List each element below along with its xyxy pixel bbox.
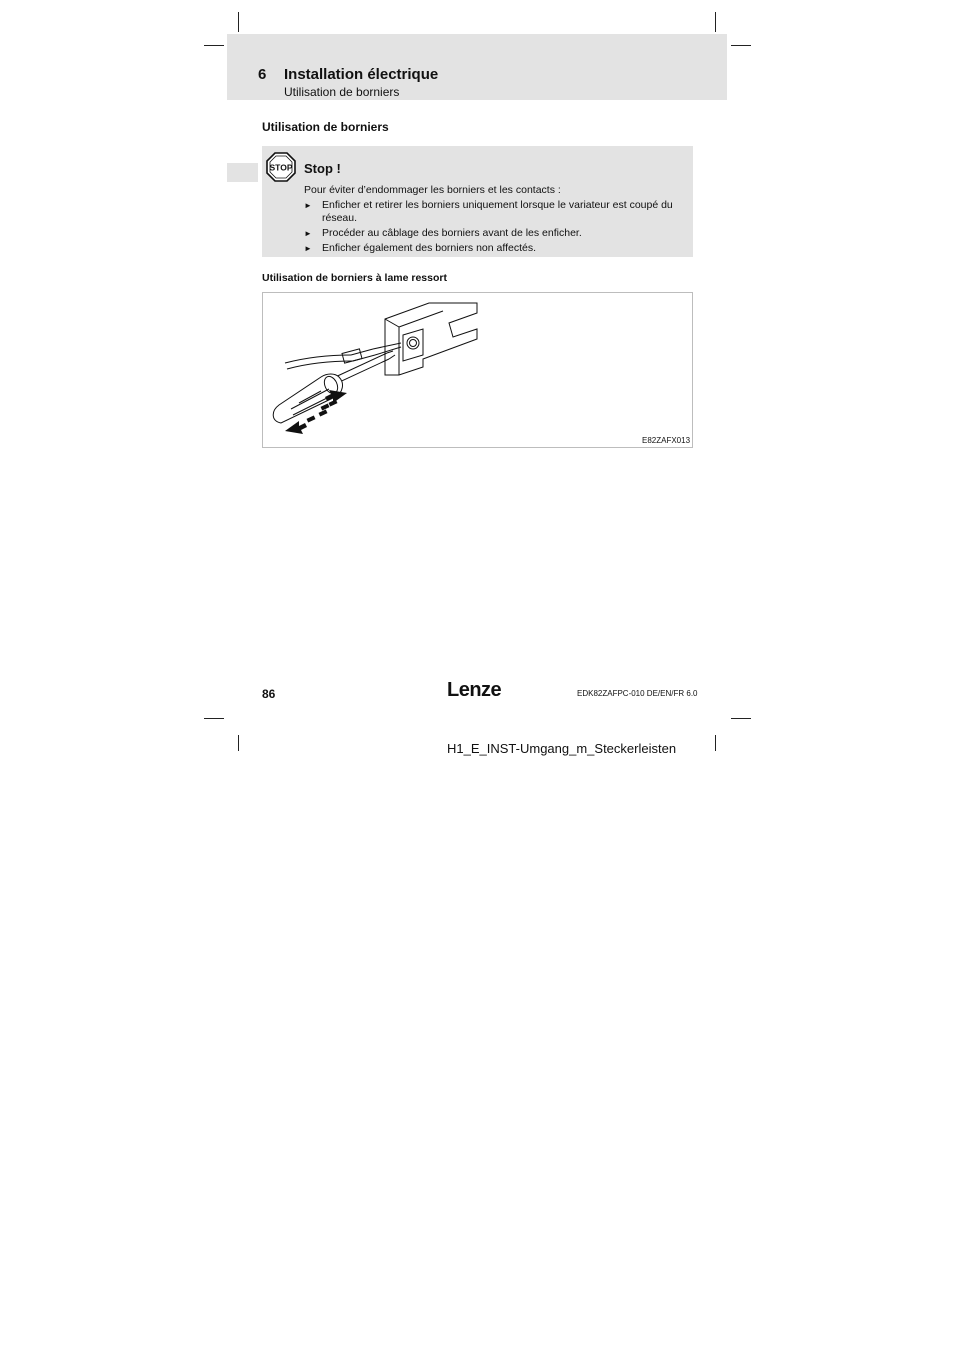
list-item-text: Procéder au câblage des borniers avant de les enficher. xyxy=(322,227,582,239)
list-item xyxy=(304,227,684,240)
crop-mark xyxy=(204,718,224,719)
crop-mark xyxy=(238,735,239,751)
section-title: Utilisation de borniers xyxy=(262,120,389,134)
bullet-arrow-icon: ► xyxy=(304,201,312,210)
crop-mark xyxy=(715,735,716,751)
crop-mark xyxy=(715,12,716,32)
figure-title: Utilisation de borniers à lame ressort xyxy=(262,272,447,284)
bullet-arrow-icon: ► xyxy=(304,244,312,253)
stop-intro-text: Pour éviter d’endommager les borniers et les contacts : xyxy=(304,184,561,196)
chapter-subtitle: Utilisation de borniers xyxy=(284,85,400,99)
stop-sign-icon xyxy=(266,152,296,182)
crop-mark xyxy=(204,45,224,46)
source-filename: H1_E_INST-Umgang_m_Steckerleisten xyxy=(447,741,677,756)
document-id: EDK82ZAFPC-010 DE/EN/FR 6.0 xyxy=(577,689,698,698)
page-number: 86 xyxy=(262,687,276,701)
chapter-title: Installation électrique xyxy=(284,66,439,83)
list-item-text: Enficher également des borniers non affectés. xyxy=(322,242,537,254)
bullet-arrow-icon: ► xyxy=(304,229,312,238)
stop-heading: Stop ! xyxy=(304,161,341,176)
crop-mark xyxy=(731,45,751,46)
screwdriver-terminal-illustration xyxy=(263,293,692,447)
stop-sign-label: STOP xyxy=(269,162,293,173)
crop-mark xyxy=(238,12,239,32)
crop-mark xyxy=(731,718,751,719)
list-item-text: Enficher et retirer les borniers uniquement lorsque le variateur est coupé du réseau. xyxy=(322,199,673,224)
lenze-logo: Lenze xyxy=(447,679,502,701)
chapter-number: 6 xyxy=(258,66,267,83)
list-item xyxy=(304,242,684,255)
side-tab-marker xyxy=(227,163,258,182)
figure-code: E82ZAFX013 xyxy=(642,436,691,445)
list-item xyxy=(304,199,684,225)
